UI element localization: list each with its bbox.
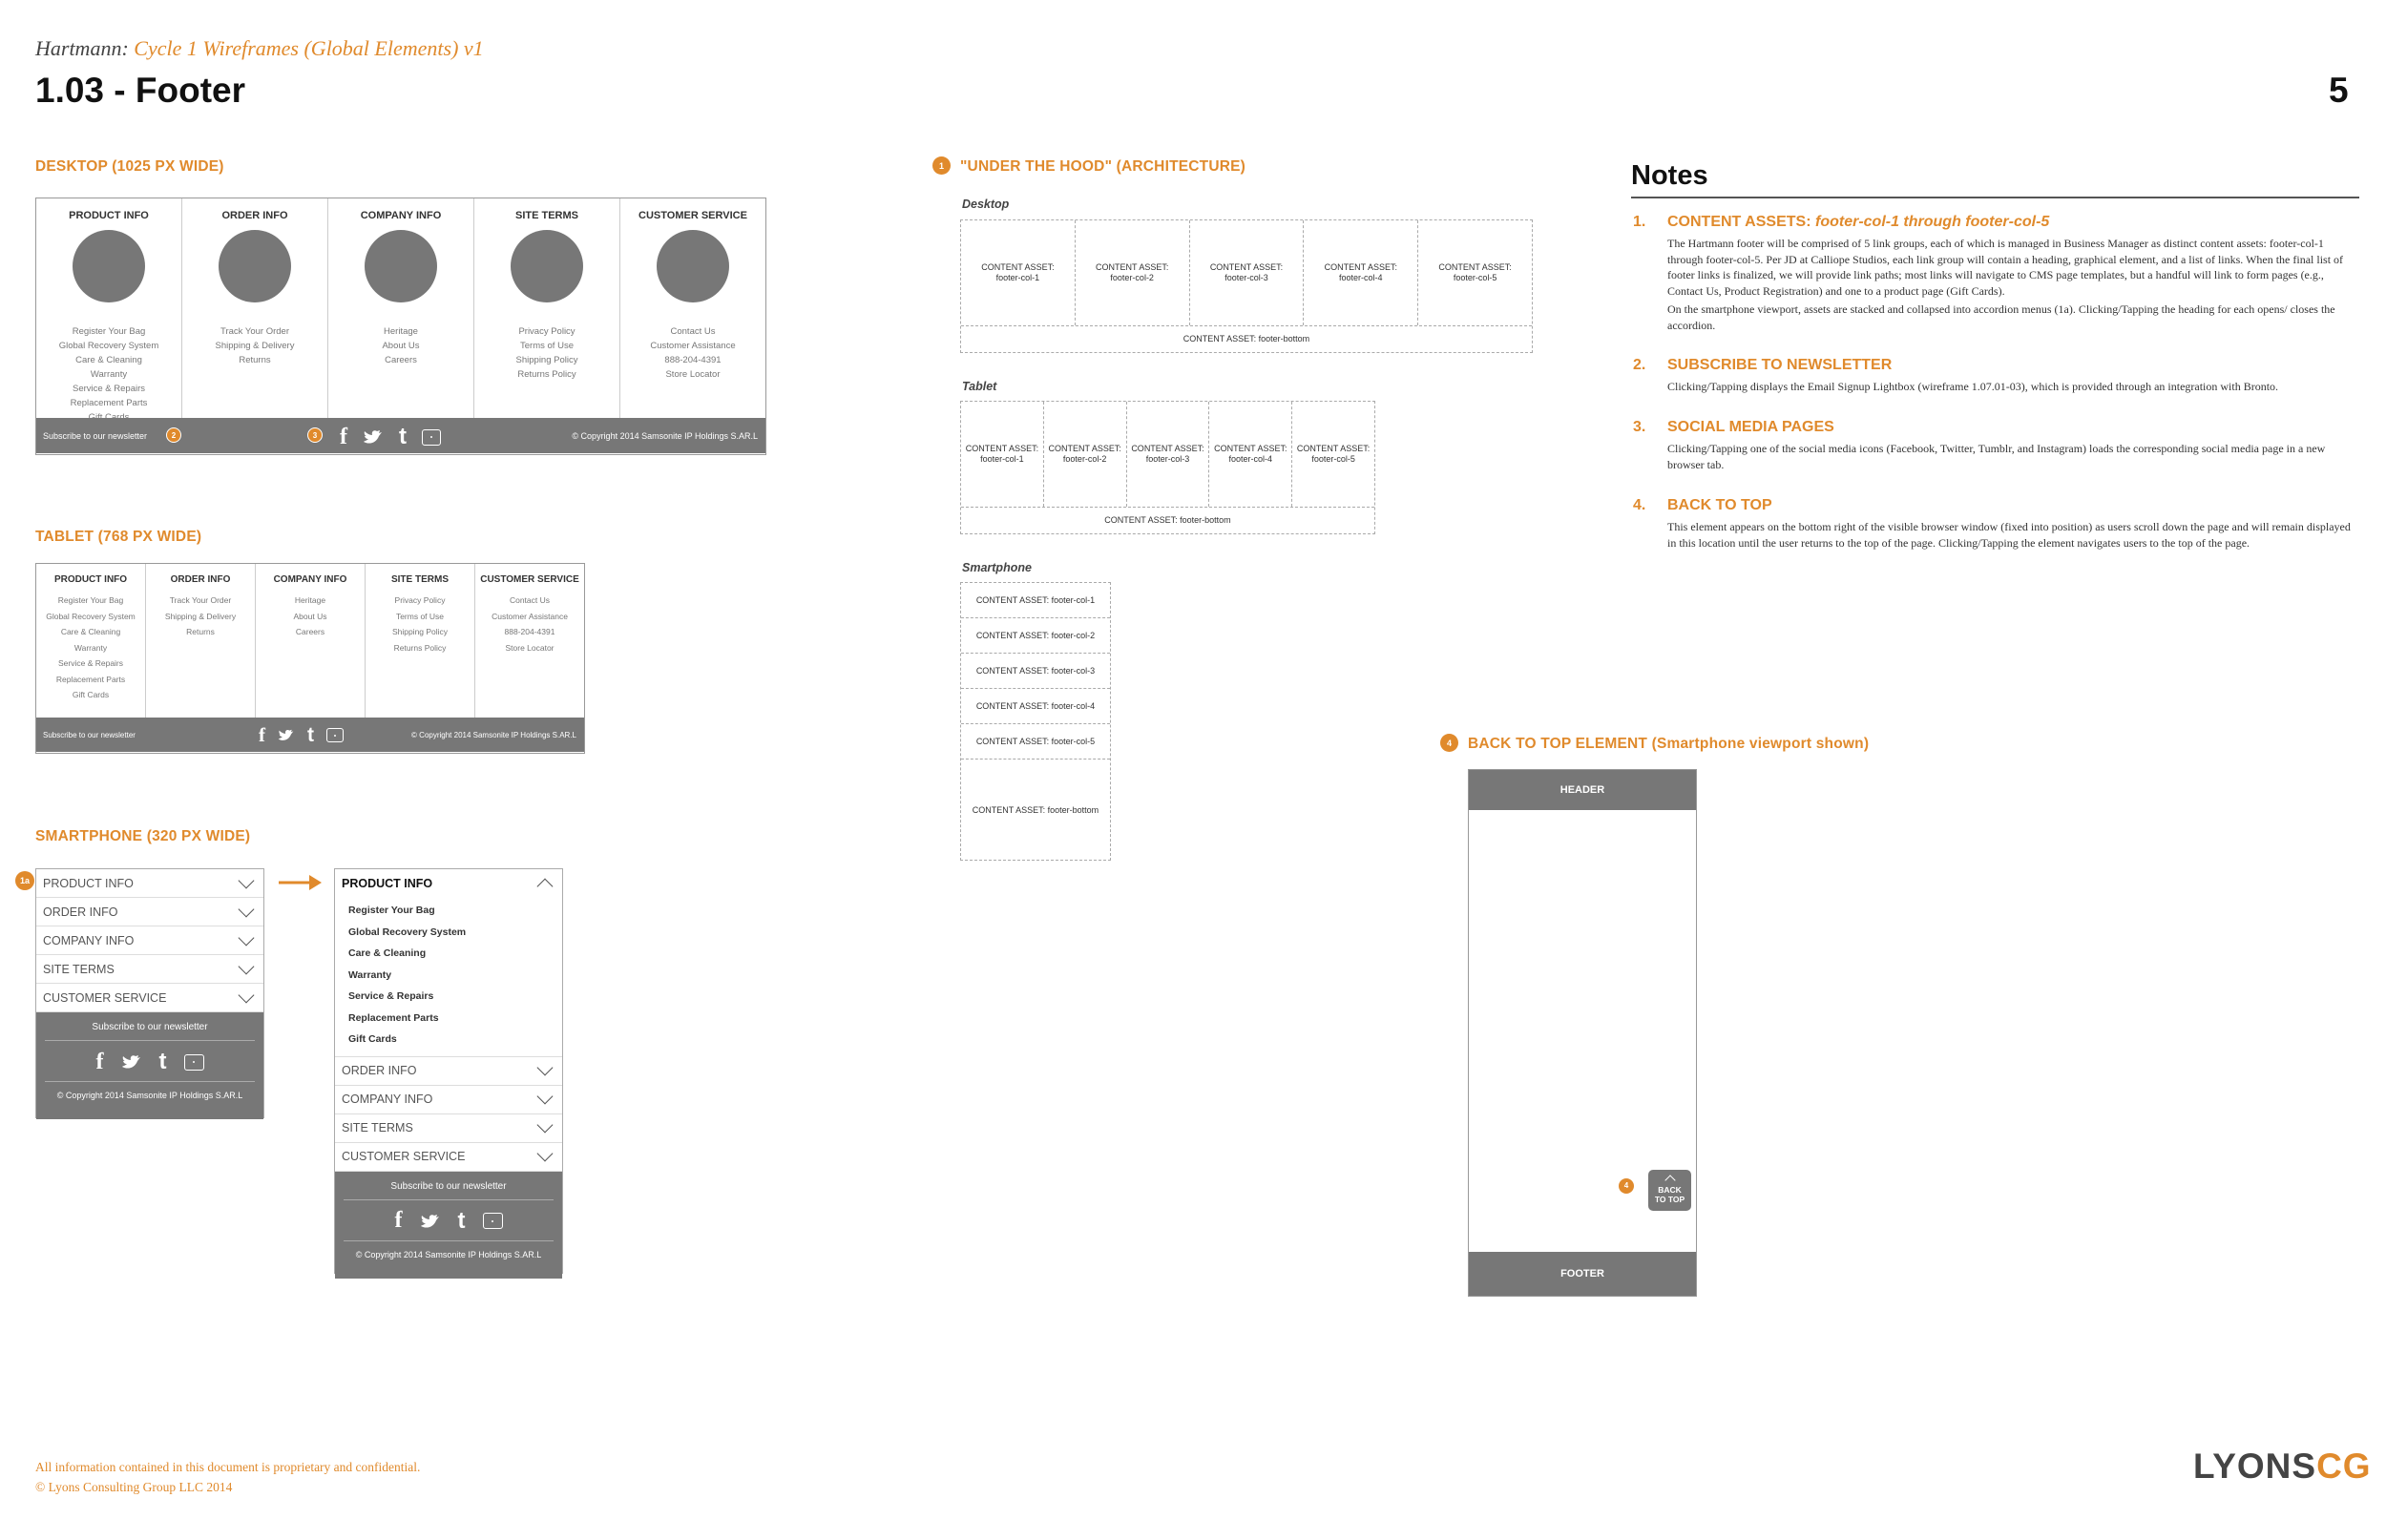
asset-name: footer-col-2 — [1110, 273, 1154, 282]
footer-column — [475, 564, 584, 718]
asset-name: footer-col-4 — [1339, 273, 1383, 282]
smartphone-expanded — [334, 868, 563, 1274]
footer-link[interactable]: Care & Cleaning — [75, 355, 142, 365]
instagram-icon[interactable] — [483, 1213, 503, 1229]
asset-prefix: CONTENT ASSET: — [1096, 262, 1169, 272]
copyright: © Copyright 2014 Samsonite IP Holdings S.AR.L — [572, 430, 758, 441]
footer-link[interactable]: Track Your Order — [169, 595, 232, 605]
content-asset-label — [1214, 444, 1287, 465]
asset-prefix: CONTENT ASSET: — [1296, 444, 1371, 453]
asset-name: footer-col-2 — [1062, 454, 1107, 464]
content-asset-row: CONTENT ASSET: footer-col-3 — [961, 654, 1110, 689]
footer-link[interactable]: Service & Repairs — [72, 384, 146, 394]
chevron-down-icon — [239, 958, 255, 974]
content-asset-cell — [1418, 220, 1532, 325]
footer-link[interactable]: Global Recovery System — [46, 611, 136, 621]
arch-smartphone-bottom: CONTENT ASSET: footer-bottom — [972, 804, 1099, 815]
smartphone-heading: SMARTPHONE (320 PX WIDE) — [35, 828, 251, 844]
expanded-title: PRODUCT INFO — [342, 877, 433, 890]
back-to-top-line2: TO TOP — [1654, 1195, 1685, 1204]
note-3-num: 3. — [1633, 419, 1646, 435]
sp-newsletter-link[interactable]: Subscribe to our newsletter — [45, 1012, 255, 1041]
footer-link[interactable]: Customer Assistance — [492, 611, 568, 621]
footer-link[interactable]: Warranty — [73, 642, 108, 653]
arch-tablet-cols — [961, 402, 1374, 508]
chevron-down-icon — [537, 1117, 554, 1134]
tumblr-icon[interactable]: t — [457, 1207, 466, 1234]
content-asset-cell — [1292, 402, 1374, 507]
smartphone-bottom — [36, 1012, 263, 1119]
tablet-bottom-bar — [36, 718, 584, 752]
column-heading: SITE TERMS — [514, 210, 578, 221]
footer-link[interactable]: Store Locator — [665, 369, 721, 380]
footer-link[interactable]: Returns — [239, 355, 271, 365]
note-1-body-2: On the smartphone viewport, assets are stacked and collapsed into accordion menus (1a). Clicking/Tapping the heading for each opens/ closes the accordion. — [1667, 302, 2335, 332]
accordion-item[interactable] — [335, 1057, 562, 1086]
desktop-columns — [36, 198, 765, 418]
content-asset-row: CONTENT ASSET: footer-col-5 — [961, 724, 1110, 760]
content-asset-row: CONTENT ASSET: footer-col-2 — [961, 618, 1110, 654]
facebook-icon[interactable]: f — [394, 1208, 403, 1233]
back-to-top-heading: BACK TO TOP ELEMENT (Smartphone viewport shown) — [1468, 736, 1870, 752]
footer-link[interactable]: Privacy Policy — [518, 326, 576, 337]
facebook-icon[interactable]: f — [259, 723, 265, 746]
chevron-down-icon — [537, 1146, 554, 1162]
page-number: 5 — [2329, 71, 2349, 110]
footer-column — [36, 198, 182, 418]
asset-name: footer-col-1 — [980, 454, 1024, 464]
accordion-link[interactable]: Service & Repairs — [348, 990, 434, 1002]
footer-link[interactable]: Returns — [186, 627, 215, 636]
content-asset-label — [966, 444, 1038, 465]
badge-1: 1 — [932, 156, 951, 175]
footer-link[interactable]: Careers — [385, 355, 417, 365]
content-asset-label — [1096, 262, 1168, 283]
tablet-newsletter-link[interactable]: Subscribe to our newsletter — [43, 730, 136, 739]
footer-column — [474, 198, 620, 418]
sp-social-icons-2 — [344, 1200, 554, 1241]
graphic-placeholder — [657, 230, 729, 302]
accordion-label: COMPANY INFO — [43, 933, 135, 947]
content-asset-label — [1210, 262, 1283, 283]
doc-title: Cycle 1 Wireframes (Global Elements) v1 — [134, 36, 484, 60]
footer-column — [256, 564, 366, 718]
graphic-placeholder — [73, 230, 145, 302]
footer-link[interactable]: Register Your Bag — [57, 595, 124, 605]
column-heading: ORDER INFO — [170, 574, 231, 585]
footer-link[interactable]: Track Your Order — [220, 326, 289, 337]
note-4-body: This element appears on the bottom right of the visible browser window (fixed into position) as users scroll down the page and will remain displayed in this location until the user returns to the top of the page. Clicking/Tapping the element navigates users to the top of the page. — [1667, 520, 2351, 550]
note-1-heading-em: footer-col-1 through footer-col-5 — [1814, 214, 2050, 230]
arch-tablet — [960, 401, 1375, 534]
footer-link[interactable]: Heritage — [384, 326, 418, 337]
footer-link[interactable]: Returns Policy — [517, 369, 576, 380]
logo-part-a: LYONS — [2193, 1446, 2317, 1486]
desktop-heading: DESKTOP (1025 PX WIDE) — [35, 158, 224, 175]
social-icons — [340, 424, 441, 450]
sp-copyright-2: © Copyright 2014 Samsonite IP Holdings S.AR.L — [355, 1249, 542, 1259]
content-asset-row: CONTENT ASSET: footer-col-4 — [961, 689, 1110, 724]
footer-link[interactable]: Shipping & Delivery — [215, 341, 295, 351]
accordion-link[interactable]: Warranty — [348, 968, 392, 981]
facebook-icon[interactable]: f — [340, 424, 347, 449]
arch-desktop-cols — [961, 220, 1532, 326]
asset-name: footer-col-5 — [1453, 273, 1497, 282]
asset-name: footer-col-4 — [1228, 454, 1273, 464]
accordion-item[interactable] — [335, 1086, 562, 1114]
note-2-body: Clicking/Tapping displays the Email Signup Lightbox (wireframe 1.07.01-03), which is provided through an integration with Bronto. — [1667, 380, 2279, 393]
accordion-link[interactable]: Replacement Parts — [348, 1011, 439, 1024]
tumblr-icon[interactable]: t — [158, 1049, 167, 1074]
footer-link[interactable]: Service & Repairs — [57, 658, 124, 668]
accordion-rest — [335, 1057, 562, 1172]
twitter-icon[interactable] — [278, 728, 295, 742]
footer-link[interactable]: Replacement Parts — [70, 398, 148, 408]
note-4-heading: BACK TO TOP — [1667, 497, 1772, 513]
sp-copyright: © Copyright 2014 Samsonite IP Holdings S.AR.L — [56, 1091, 243, 1100]
badge-3: 3 — [307, 427, 323, 443]
accordion-link[interactable]: Register Your Bag — [348, 905, 435, 916]
lyons-logo — [2193, 1446, 2372, 1487]
back-to-top-button[interactable] — [1648, 1170, 1691, 1211]
smartphone-bottom-2 — [335, 1172, 562, 1279]
footer-link[interactable]: Warranty — [90, 369, 128, 380]
logo-part-b: CG — [2316, 1446, 2372, 1486]
column-heading: COMPANY INFO — [360, 210, 442, 221]
asset-name: footer-col-5 — [1311, 454, 1355, 464]
accordion-label: SITE TERMS — [43, 962, 115, 976]
instagram-icon[interactable] — [326, 728, 344, 742]
chevron-down-icon — [239, 901, 255, 917]
badge-4: 4 — [1440, 734, 1458, 752]
legal-notice — [35, 1457, 420, 1497]
arch-desktop-label: Desktop — [962, 198, 1010, 211]
desktop-footer — [35, 198, 766, 455]
asset-prefix: CONTENT ASSET: — [965, 444, 1039, 453]
footer-link[interactable]: 888-204-4391 — [664, 355, 722, 365]
arch-smartphone — [960, 582, 1111, 861]
accordion-label: CUSTOMER SERVICE — [342, 1150, 466, 1163]
newsletter-link[interactable]: Subscribe to our newsletter — [43, 430, 148, 441]
footer-link[interactable]: About Us — [293, 611, 327, 621]
twitter-icon[interactable] — [420, 1213, 441, 1230]
content-asset-cell — [1209, 402, 1292, 507]
accordion-list — [36, 869, 263, 1012]
instagram-icon[interactable] — [422, 429, 441, 446]
desktop-bottom-bar — [36, 418, 765, 453]
architecture-heading: "UNDER THE HOOD" (ARCHITECTURE) — [960, 158, 1246, 175]
footer-link[interactable]: Shipping Policy — [391, 627, 449, 636]
smartphone-collapsed — [35, 868, 264, 1118]
tumblr-icon[interactable]: t — [399, 424, 407, 449]
notes-divider — [1631, 197, 2359, 198]
footer-link[interactable]: Store Locator — [505, 642, 555, 653]
instagram-icon[interactable] — [184, 1054, 204, 1071]
footer-link[interactable]: Customer Assistance — [650, 341, 736, 351]
accordion-item[interactable] — [335, 1143, 562, 1172]
asset-prefix: CONTENT ASSET: — [1438, 262, 1512, 272]
column-heading: CUSTOMER SERVICE — [638, 210, 747, 221]
footer-link[interactable]: 888-204-4391 — [504, 627, 555, 636]
doc-header — [35, 36, 484, 61]
content-asset-cell — [1044, 402, 1127, 507]
accordion-label: ORDER INFO — [43, 905, 118, 919]
footer-column — [36, 564, 146, 718]
phone-header: HEADER — [1469, 770, 1696, 810]
facebook-icon[interactable]: f — [95, 1049, 104, 1074]
chevron-down-icon — [239, 929, 255, 946]
content-asset-cell — [1190, 220, 1305, 325]
note-1-heading — [1667, 214, 2049, 231]
footer-column — [146, 564, 256, 718]
accordion-item[interactable] — [36, 955, 263, 984]
column-heading: COMPANY INFO — [273, 574, 347, 585]
arch-desktop — [960, 219, 1533, 353]
asset-name: footer-col-3 — [1224, 273, 1268, 282]
graphic-placeholder — [511, 230, 583, 302]
footer-link[interactable]: Terms of Use — [520, 341, 574, 351]
column-heading: ORDER INFO — [221, 210, 288, 221]
asset-prefix: CONTENT ASSET: — [1214, 444, 1287, 453]
asset-name: footer-col-1 — [995, 273, 1040, 282]
content-asset-label — [1325, 262, 1397, 283]
note-2-heading: SUBSCRIBE TO NEWSLETTER — [1667, 357, 1893, 373]
tablet-footer — [35, 563, 585, 754]
content-asset-cell — [1076, 220, 1190, 325]
tumblr-icon[interactable]: t — [307, 723, 314, 746]
note-3-body: Clicking/Tapping one of the social media icons (Facebook, Twitter, Tumblr, and Instagram) loads the corresponding social media page in a new browser tab. — [1667, 442, 2326, 471]
phone-mockup — [1468, 769, 1697, 1297]
footer-link[interactable]: Terms of Use — [395, 611, 445, 621]
graphic-placeholder — [365, 230, 437, 302]
content-asset-cell — [1127, 402, 1210, 507]
footer-link[interactable]: Contact Us — [670, 326, 716, 337]
sp-newsletter-link-2[interactable]: Subscribe to our newsletter — [344, 1172, 554, 1200]
twitter-icon[interactable] — [363, 428, 384, 446]
footer-link[interactable]: Careers — [295, 627, 325, 636]
column-heading: PRODUCT INFO — [69, 210, 149, 221]
footer-link[interactable]: Contact Us — [509, 595, 551, 605]
content-asset-label — [981, 262, 1054, 283]
badge-2: 2 — [166, 427, 181, 443]
content-asset-label — [1297, 444, 1370, 465]
accordion-item[interactable] — [335, 1114, 562, 1143]
content-asset-cell — [1304, 220, 1418, 325]
note-4-num: 4. — [1633, 497, 1646, 513]
tablet-columns — [36, 564, 584, 718]
notes-title: Notes — [1631, 160, 1708, 191]
chevron-down-icon — [239, 872, 255, 888]
footer-column — [182, 198, 328, 418]
note-1-body: The Hartmann footer will be comprised of 5 link groups, each of which is managed in Business Manager as distinct content assets: footer-col-1 through footer-col-5. Per JD at Calliope Studios, each link group will contain a heading, graphical element, and a list of links. When the final list of footer links is finalized, we will provide link paths; most links will navigate to CMS page templates, but a handful will link to form pages (e.g., Contact Us, Product Registration) and one to a product page (Gift Cards). — [1667, 237, 2344, 298]
asset-prefix: CONTENT ASSET: — [1048, 444, 1121, 453]
footer-link[interactable]: Replacement Parts — [55, 674, 126, 684]
phone-footer: FOOTER — [1469, 1252, 1696, 1296]
content-asset-row: CONTENT ASSET: footer-col-1 — [961, 583, 1110, 618]
back-to-top-line1: BACK — [1658, 1185, 1682, 1195]
accordion-item[interactable] — [36, 869, 263, 898]
footer-link[interactable]: Shipping Policy — [515, 355, 578, 365]
footer-link[interactable]: Privacy Policy — [394, 595, 446, 605]
tablet-heading: TABLET (768 PX WIDE) — [35, 529, 202, 545]
asset-prefix: CONTENT ASSET: — [981, 262, 1055, 272]
badge-4-phone: 4 — [1619, 1178, 1634, 1194]
column-heading: PRODUCT INFO — [53, 574, 128, 585]
note-1-num: 1. — [1633, 214, 1646, 230]
arrow-right-icon — [277, 873, 323, 892]
accordion-item[interactable] — [36, 926, 263, 955]
legal-line-2: © Lyons Consulting Group LLC 2014 — [35, 1480, 233, 1494]
accordion-item[interactable] — [36, 898, 263, 926]
chevron-down-icon — [537, 1060, 554, 1076]
note-3-heading: SOCIAL MEDIA PAGES — [1667, 419, 1834, 435]
content-asset-cell — [961, 402, 1044, 507]
footer-link[interactable]: Returns Policy — [393, 642, 447, 653]
footer-link[interactable]: Gift Cards — [72, 690, 110, 699]
arch-tablet-bottom: CONTENT ASSET: footer-bottom — [1104, 515, 1231, 525]
footer-column — [620, 198, 765, 418]
content-asset-label — [1049, 444, 1121, 465]
accordion-label: PRODUCT INFO — [43, 876, 134, 890]
chevron-down-icon — [537, 1089, 554, 1105]
footer-link[interactable]: Heritage — [294, 595, 326, 605]
footer-link[interactable]: Shipping & Delivery — [164, 611, 237, 621]
accordion-link[interactable]: Gift Cards — [348, 1033, 397, 1045]
accordion-link[interactable]: Care & Cleaning — [348, 947, 427, 959]
content-asset-label — [1438, 262, 1511, 283]
page-title: 1.03 - Footer — [35, 71, 245, 110]
graphic-placeholder — [219, 230, 291, 302]
column-heading: CUSTOMER SERVICE — [480, 574, 579, 585]
expanded-links — [335, 898, 562, 1057]
accordion-product-info-open[interactable] — [335, 869, 562, 898]
accordion-label: SITE TERMS — [342, 1121, 413, 1134]
sp-social-icons — [45, 1041, 255, 1082]
legal-line-1: All information contained in this document is proprietary and confidential. — [35, 1460, 421, 1474]
badge-1a: 1a — [15, 871, 34, 890]
arch-smartphone-label: Smartphone — [962, 561, 1032, 574]
tablet-copyright: © Copyright 2014 Samsonite IP Holdings S.AR.L — [411, 730, 576, 739]
accordion-label: CUSTOMER SERVICE — [43, 990, 167, 1005]
arch-smartphone-rows — [961, 583, 1110, 760]
tablet-social-icons — [259, 723, 344, 747]
client-name: Hartmann: — [35, 36, 129, 60]
chevron-up-icon — [537, 879, 554, 895]
footer-link[interactable]: Care & Cleaning — [60, 627, 121, 636]
footer-link[interactable]: About Us — [382, 341, 420, 351]
arch-tablet-label: Tablet — [962, 380, 997, 393]
asset-prefix: CONTENT ASSET: — [1324, 262, 1397, 272]
asset-name: footer-col-3 — [1145, 454, 1190, 464]
arch-desktop-bottom: CONTENT ASSET: footer-bottom — [1183, 334, 1310, 343]
content-asset-label — [1131, 444, 1203, 465]
accordion-link[interactable]: Global Recovery System — [348, 926, 467, 938]
chevron-up-icon — [1664, 1175, 1675, 1185]
accordion-label: COMPANY INFO — [342, 1093, 433, 1106]
footer-link[interactable]: Global Recovery System — [58, 341, 159, 351]
accordion-label: ORDER INFO — [342, 1064, 417, 1077]
footer-link[interactable]: Register Your Bag — [72, 326, 146, 337]
column-heading: SITE TERMS — [390, 574, 449, 585]
footer-column — [328, 198, 474, 418]
asset-prefix: CONTENT ASSET: — [1131, 444, 1204, 453]
footer-column — [366, 564, 475, 718]
asset-prefix: CONTENT ASSET: — [1209, 262, 1284, 272]
note-2-num: 2. — [1633, 357, 1646, 373]
content-asset-cell — [961, 220, 1076, 325]
twitter-icon[interactable] — [121, 1053, 142, 1071]
chevron-down-icon — [239, 987, 255, 1003]
accordion-item[interactable] — [36, 984, 263, 1012]
note-1-heading-text: CONTENT ASSETS: — [1667, 214, 1811, 230]
